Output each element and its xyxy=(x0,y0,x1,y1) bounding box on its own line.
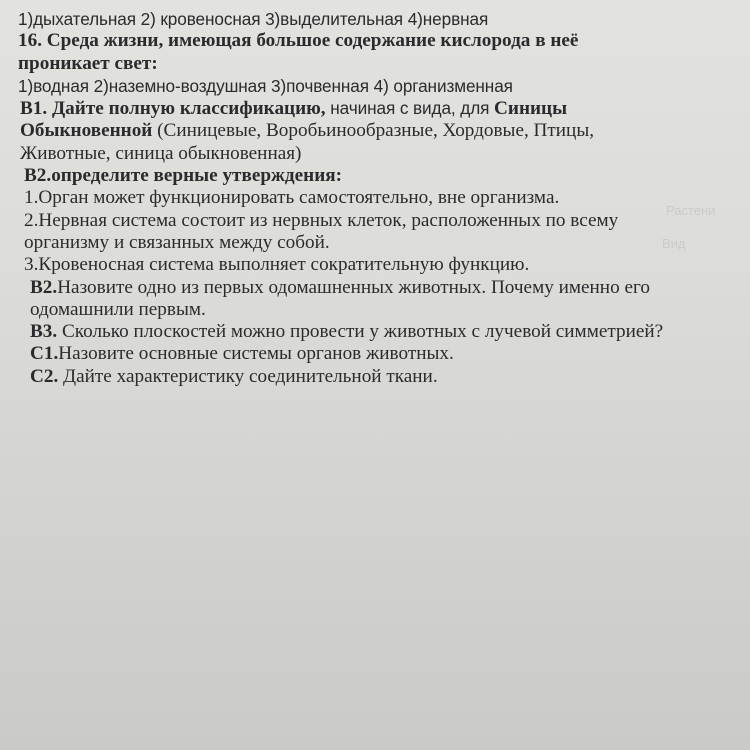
b2b-label: В2. xyxy=(30,276,58,298)
b1-taxa: (Синицевые, Воробьинообразные, Хордовые, Птицы, xyxy=(152,120,595,142)
b2-title xyxy=(16,165,744,187)
b1-label: В1. Дайте полную классификацию, xyxy=(20,98,326,120)
b1-question-cont2: Животные, синица обыкновенная) xyxy=(20,142,302,164)
c2-label: С2. xyxy=(30,365,59,387)
b1-question xyxy=(16,97,744,120)
q16-options: 1)водная 2)наземно-воздушная 3)почвенная 4) организменная xyxy=(18,75,513,96)
b2b-text: Назовите одно из первых одомашненных животных. Почему именно его xyxy=(57,276,650,298)
c1-question xyxy=(16,343,744,365)
c1-label: С1. xyxy=(30,343,59,365)
b2-statement-2: 2.Нервная система состоит из нервных клеток, расположенных по всему xyxy=(24,209,619,231)
b3-question xyxy=(16,321,744,343)
b1-species-b: Обыкновенной xyxy=(20,120,153,142)
c2-text: Дайте характеристику соединительной ткани. xyxy=(58,365,438,387)
b3-text: Сколько плоскостей можно провести у животных с лучевой симметрией? xyxy=(57,321,664,343)
q16-title xyxy=(16,30,744,52)
b2b-question-cont: одомашнили первым. xyxy=(30,298,206,320)
b3-label: В3. xyxy=(30,321,58,343)
q16-title-line1: 16. Среда жизни, имеющая большое содержание кислорода в неё xyxy=(18,30,579,52)
b2-statement-1: 1.Орган может функционировать самостоятельно, вне организма. xyxy=(24,187,560,209)
q16-title-line2: проникает свет: xyxy=(18,52,158,74)
b1-species-a: Синицы xyxy=(494,98,568,120)
bleedthrough-text: Вид xyxy=(662,236,686,251)
worksheet xyxy=(16,8,744,388)
b2-statement-3: 3.Кровеносная система выполняет сократительную функцию. xyxy=(24,254,530,276)
b1-text: начиная с вида, для xyxy=(325,98,495,119)
b1-question-cont xyxy=(16,120,744,142)
q15-options: 1)дыхательная 2) кровеносная 3)выделительная 4)нервная xyxy=(18,9,489,29)
q16-title-cont xyxy=(16,53,744,75)
c2-question xyxy=(16,366,744,388)
c1-text: Назовите основные системы органов животных. xyxy=(58,343,454,365)
bleedthrough-text: Растени xyxy=(666,203,716,218)
b2b-question xyxy=(16,277,744,299)
b2-title-text: В2.определите верные утверждения: xyxy=(24,165,343,187)
b2-statement-2-cont: организму и связанных между собой. xyxy=(24,231,330,253)
